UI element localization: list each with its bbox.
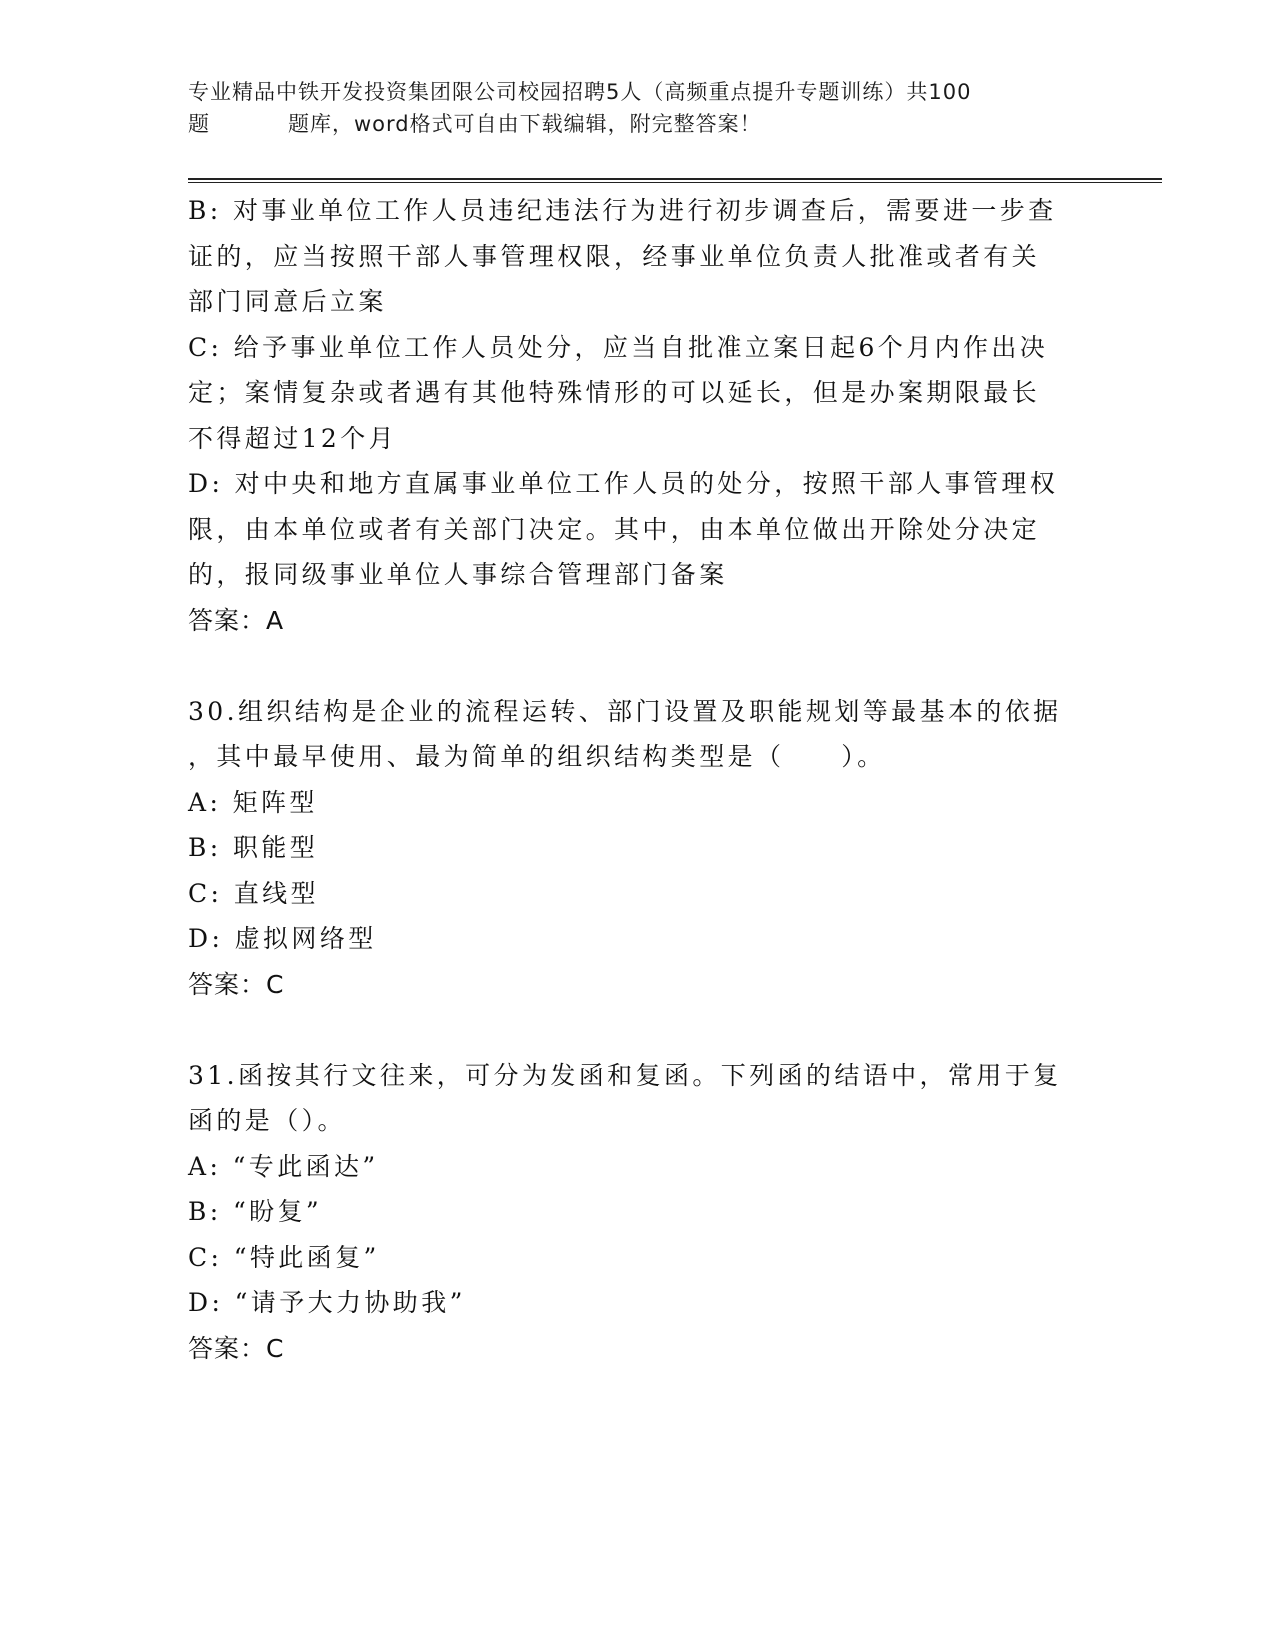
header-title-line-1: 专业精品中铁开发投资集团限公司校园招聘5人（高频重点提升专题训练）共100	[188, 80, 972, 104]
option-d: D: 虚拟网络型	[188, 924, 377, 953]
question-stem-line: 30.组织结构是企业的流程运转、部门设置及职能规划等最基本的依据	[188, 696, 1062, 726]
option-d-line: 的，报同级事业单位人事综合管理部门备案	[188, 560, 728, 589]
option-d-line: D: 对中央和地方直属事业单位工作人员的处分，按照干部人事管理权	[188, 469, 1059, 498]
answer-label: 答案：A	[188, 605, 285, 635]
option-b-line: 证的，应当按照干部人事管理权限，经事业单位负责人批准或者有关	[188, 241, 1041, 271]
option-c: C: 直线型	[188, 878, 319, 908]
question-stem-line: ，其中最早使用、最为简单的组织结构类型是（ ）。	[188, 742, 886, 771]
header-divider	[188, 178, 1162, 183]
question-30	[188, 689, 1088, 1008]
document-body	[188, 188, 1088, 1371]
option-c-line: 定；案情复杂或者遇有其他特殊情形的可以延长，但是办案期限最长	[188, 378, 1041, 407]
option-a: A: “专此函达”	[188, 1151, 379, 1181]
option-c: C: “特此函复”	[188, 1242, 380, 1272]
option-b: B: 职能型	[188, 833, 319, 862]
page-header	[188, 76, 1088, 140]
option-b-line: B: 对事业单位工作人员违纪违法行为进行初步调查后，需要进一步查	[188, 196, 1057, 225]
answer-label: 答案：C	[188, 969, 285, 999]
previous-question-options	[188, 188, 1088, 643]
option-c-line: 不得超过12个月	[188, 423, 398, 453]
option-b: B: “盼复”	[188, 1197, 323, 1226]
option-b-line: 部门同意后立案	[188, 287, 387, 316]
question-31	[188, 1053, 1088, 1372]
question-stem-line: 31.函按其行文往来，可分为发函和复函。下列函的结语中，常用于复	[188, 1060, 1062, 1090]
option-c-line: C: 给予事业单位工作人员处分，应当自批准立案日起6个月内作出决	[188, 332, 1049, 362]
option-a: A: 矩阵型	[188, 787, 318, 817]
option-d-line: 限，由本单位或者有关部门决定。其中，由本单位做出开除处分决定	[188, 514, 1041, 544]
header-title-line-2-start: 题	[188, 112, 210, 136]
header-title-line-2-end: 题库，word格式可自由下载编辑，附完整答案！	[288, 112, 762, 136]
option-d: D: “请予大力协助我”	[188, 1288, 466, 1317]
header-title-line-2	[188, 108, 1088, 140]
answer-label: 答案：C	[188, 1333, 285, 1363]
question-stem-line: 函的是（）。	[188, 1106, 346, 1135]
